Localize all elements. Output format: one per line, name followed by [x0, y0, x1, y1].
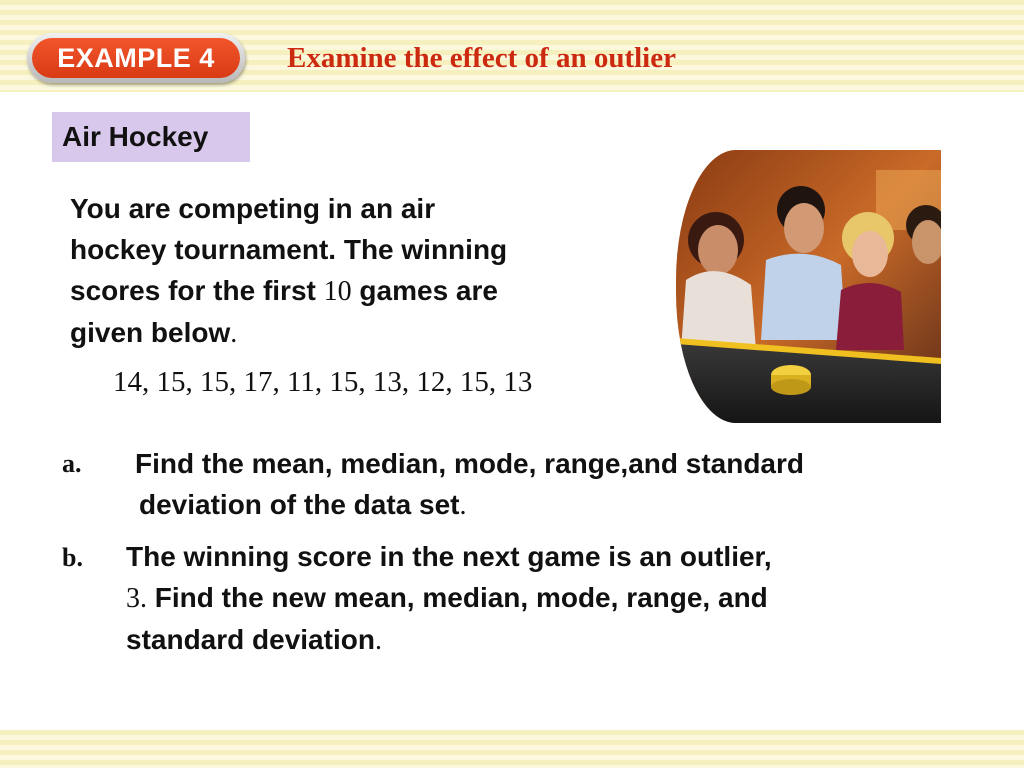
data-set: 14, 15, 15, 17, 11, 15, 13, 12, 15, 13: [113, 366, 533, 398]
question-b-line-1: The winning score in the next game is an outlier,: [126, 541, 772, 572]
intro-line-1: You are competing in an air: [70, 193, 436, 224]
footer-band: [0, 730, 1024, 768]
question-b-outlier-value: 3.: [126, 583, 147, 614]
question-b-letter: b.: [62, 543, 83, 572]
question-b-period: .: [374, 625, 382, 656]
intro-line-3-end: games are: [359, 275, 498, 306]
topic-label: Air Hockey: [62, 121, 209, 152]
page-title: Examine the effect of an outlier: [287, 42, 676, 74]
question-b-line-3: standard deviation: [126, 624, 375, 655]
question-a-line-2: deviation of the data set: [139, 489, 460, 520]
intro-count: 10: [323, 276, 352, 307]
intro-paragraph: [70, 188, 630, 354]
question-a-period: .: [459, 490, 467, 521]
question-a: [135, 443, 804, 526]
topic-box: [52, 112, 250, 162]
question-b-line-2: Find the new mean, median, mode, range, and: [154, 582, 768, 613]
air-hockey-photo: [676, 150, 941, 423]
question-a-line-1: Find the mean, median, mode, range,and standard: [135, 448, 805, 479]
intro-line-2: hockey tournament. The winning: [70, 234, 508, 265]
intro-period: .: [230, 318, 238, 349]
example-badge-label: EXAMPLE 4: [32, 38, 240, 78]
intro-line-4: given below: [70, 317, 231, 348]
example-badge: [27, 33, 245, 83]
intro-line-3: scores for the first: [70, 275, 316, 306]
question-a-letter: a.: [62, 449, 82, 478]
question-b: [126, 536, 772, 661]
